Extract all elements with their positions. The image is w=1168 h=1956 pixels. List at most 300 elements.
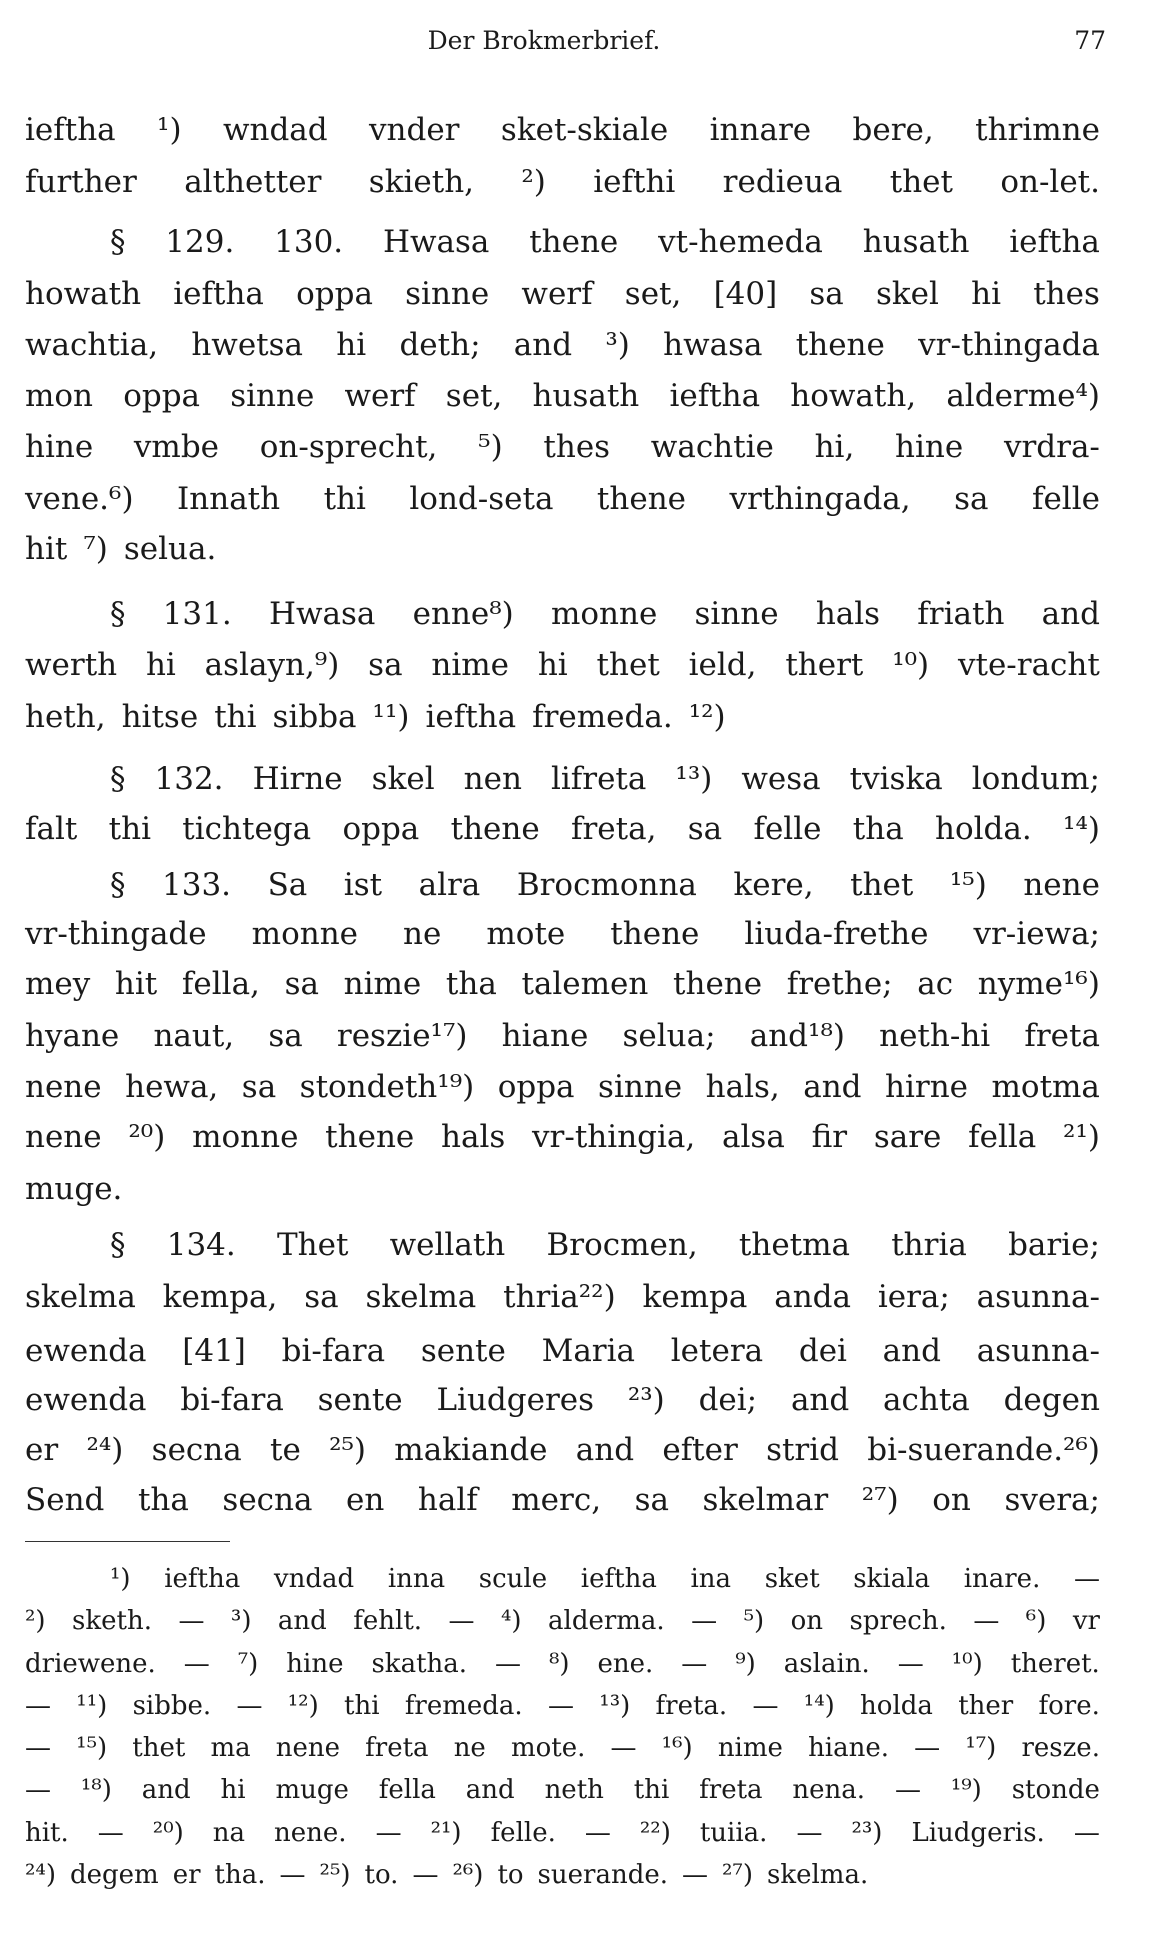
word: hiane. xyxy=(808,1733,890,1763)
word: vr xyxy=(1072,1606,1100,1636)
word: asunna- xyxy=(976,1279,1100,1315)
word: heth, xyxy=(25,699,106,735)
word: hine xyxy=(25,429,94,465)
word: efter xyxy=(662,1432,738,1468)
word: scule xyxy=(478,1564,548,1594)
word: vte-racht xyxy=(957,647,1100,683)
body-line xyxy=(110,759,1100,799)
body-line xyxy=(25,1016,1100,1056)
word: ³) xyxy=(230,1606,252,1636)
word: Innath xyxy=(177,481,281,517)
word: fella xyxy=(378,1775,436,1805)
word: — xyxy=(495,1649,521,1679)
body-line xyxy=(25,325,1100,365)
word: kere, xyxy=(733,867,814,903)
word: hitse xyxy=(121,699,199,735)
word: felle. xyxy=(490,1818,556,1848)
word: sinne xyxy=(694,596,779,632)
word: — xyxy=(796,1818,823,1848)
word: fremeda. xyxy=(532,699,673,735)
word: ⁶) xyxy=(1025,1606,1047,1636)
word: kempa xyxy=(642,1279,748,1315)
word: ²²) xyxy=(639,1818,671,1848)
word: 130. xyxy=(274,224,344,260)
word: Sa xyxy=(267,867,308,903)
word: Hwasa xyxy=(268,596,376,632)
word: fella xyxy=(968,1119,1037,1155)
word: ⁵) xyxy=(743,1606,765,1636)
word: fore. xyxy=(1038,1691,1100,1721)
word: ¹³) xyxy=(675,761,713,797)
word: skiala xyxy=(853,1564,931,1594)
word: on xyxy=(790,1606,824,1636)
word: sa xyxy=(634,1482,669,1518)
word: nen xyxy=(463,761,522,797)
word: ⁹) xyxy=(735,1649,756,1679)
word: thi xyxy=(633,1775,670,1805)
word: [41] xyxy=(182,1333,246,1369)
word: ewenda xyxy=(25,1333,147,1369)
word: werf xyxy=(521,276,593,312)
word: thet xyxy=(889,164,953,200)
word: ¹) xyxy=(110,1564,131,1594)
word: resze. xyxy=(1021,1733,1100,1763)
word: hals xyxy=(441,1119,506,1155)
word: er xyxy=(172,1860,201,1890)
word: sente xyxy=(317,1382,403,1418)
word: freta xyxy=(1024,1018,1100,1054)
word: § xyxy=(110,867,126,903)
word: on xyxy=(932,1482,971,1518)
word: nime xyxy=(717,1733,783,1763)
word: hit xyxy=(25,531,68,567)
word: holda. xyxy=(935,811,1032,847)
word: achta xyxy=(883,1382,970,1418)
word: er xyxy=(25,1432,59,1468)
word: na xyxy=(212,1818,246,1848)
word: — xyxy=(25,1691,51,1721)
word: secna xyxy=(151,1432,242,1468)
word: 129. xyxy=(165,224,235,260)
word: ⁷) xyxy=(237,1649,259,1679)
word: tuiia. xyxy=(699,1818,768,1848)
word: fremeda. xyxy=(404,1691,523,1721)
word: sket xyxy=(764,1564,820,1594)
word: — xyxy=(682,1860,708,1890)
word: oppa xyxy=(497,1069,575,1105)
word: ieftha xyxy=(1009,224,1100,260)
word: liuda-frethe xyxy=(744,916,929,952)
word: talemen xyxy=(521,966,649,1002)
word: hiane xyxy=(501,1018,589,1054)
word: thi xyxy=(108,811,151,847)
body-line xyxy=(25,274,1100,314)
word: — xyxy=(610,1733,637,1763)
word: alderma. xyxy=(548,1606,665,1636)
word: ²¹) xyxy=(430,1818,462,1848)
word: thrimne xyxy=(975,112,1100,148)
word: motma xyxy=(991,1069,1100,1105)
word: set, xyxy=(624,276,682,312)
word: lifreta xyxy=(550,761,647,797)
word: ¹⁵) xyxy=(949,867,987,903)
word: thria²²) xyxy=(503,1279,616,1315)
word: hi xyxy=(537,647,568,683)
word: — xyxy=(448,1606,475,1636)
word: svera; xyxy=(1004,1482,1100,1518)
word: degen xyxy=(1003,1382,1100,1418)
body-line xyxy=(25,1117,1100,1157)
word: § xyxy=(110,224,126,260)
word: alra xyxy=(418,867,481,903)
word: oppa xyxy=(123,378,201,414)
word: driewene. xyxy=(25,1649,156,1679)
word: mey xyxy=(25,966,91,1002)
word: nime xyxy=(431,647,509,683)
word: — xyxy=(97,1818,124,1848)
word: nena. xyxy=(792,1775,866,1805)
word: § xyxy=(110,596,126,632)
word: friath xyxy=(917,596,1005,632)
word: 132. xyxy=(154,761,224,797)
word: thene xyxy=(450,811,540,847)
word: ²) xyxy=(25,1606,46,1636)
word: set, xyxy=(445,378,503,414)
word: secna xyxy=(222,1482,313,1518)
word: redieua xyxy=(722,164,843,200)
footnote-line xyxy=(25,1731,1100,1765)
word: sare xyxy=(873,1119,942,1155)
word: muge xyxy=(275,1775,349,1805)
footnote-line xyxy=(25,1858,1100,1892)
word: neth-hi xyxy=(879,1018,991,1054)
word: thi xyxy=(323,481,366,517)
word: sibbe. xyxy=(132,1691,212,1721)
word: londum; xyxy=(971,761,1100,797)
word: ina xyxy=(690,1564,732,1594)
word: 131. xyxy=(162,596,232,632)
word: wachtia, xyxy=(25,327,159,363)
word: Hirne xyxy=(252,761,343,797)
word: hine xyxy=(286,1649,344,1679)
word: hit xyxy=(114,966,158,1002)
word: degem xyxy=(70,1860,159,1890)
word: ²⁴) xyxy=(25,1860,56,1890)
body-line xyxy=(110,594,1100,634)
word: mote xyxy=(486,916,566,952)
word: — xyxy=(1074,1564,1100,1594)
word: alderme⁴) xyxy=(946,378,1100,414)
word: holda xyxy=(860,1691,933,1721)
word: ¹⁰) xyxy=(892,647,930,683)
word: ieftha xyxy=(173,276,264,312)
body-line xyxy=(25,1169,1100,1209)
word: fehlt. xyxy=(353,1606,423,1636)
footnote-line xyxy=(110,1562,1100,1596)
word: ac xyxy=(917,966,954,1002)
word: ²⁰) xyxy=(128,1119,166,1155)
body-line xyxy=(25,1480,1100,1520)
word: nene xyxy=(275,1733,341,1763)
word: skelma xyxy=(25,1279,136,1315)
word: wellath xyxy=(389,1227,506,1263)
word: selua; xyxy=(622,1018,716,1054)
word: inna xyxy=(387,1564,446,1594)
word: ne xyxy=(453,1733,486,1763)
word: — xyxy=(691,1606,718,1636)
word: — xyxy=(178,1606,205,1636)
word: tha xyxy=(445,966,497,1002)
word: howath, xyxy=(790,378,917,414)
word: ¹²) xyxy=(287,1691,319,1721)
word: bere, xyxy=(852,112,934,148)
word: ²⁷) xyxy=(861,1482,899,1518)
word: sketh. xyxy=(72,1606,152,1636)
word: hi xyxy=(220,1775,246,1805)
word: vr-iewa; xyxy=(973,916,1100,952)
word: ²⁶) xyxy=(452,1860,484,1890)
word: iera; xyxy=(877,1279,950,1315)
word: sibba xyxy=(272,699,357,735)
word: wesa xyxy=(741,761,821,797)
word: and xyxy=(803,1069,862,1105)
word: ²⁵) xyxy=(329,1432,367,1468)
word: deth; xyxy=(399,327,481,363)
body-line xyxy=(25,1331,1100,1371)
word: oppa xyxy=(342,811,420,847)
word: vrthingada, xyxy=(729,481,911,517)
word: vene.⁶) xyxy=(25,481,134,517)
body-line xyxy=(110,865,1100,905)
word: enne⁸) xyxy=(412,596,514,632)
word: nene xyxy=(25,1069,102,1105)
word: skelmar xyxy=(702,1482,829,1518)
word: vt-hemeda xyxy=(658,224,823,260)
word: dei; xyxy=(698,1382,758,1418)
body-line xyxy=(25,697,1100,737)
word: sa xyxy=(809,276,844,312)
word: thene xyxy=(596,481,687,517)
word: and xyxy=(1041,596,1100,632)
word: sa xyxy=(368,647,403,683)
word: iefthi xyxy=(593,164,676,200)
word: ²¹) xyxy=(1063,1119,1100,1155)
word: reszie¹⁷) xyxy=(336,1018,468,1054)
footnote-line xyxy=(25,1816,1100,1850)
word: ¹³) xyxy=(599,1691,631,1721)
word: ⁵) xyxy=(478,429,503,465)
word: sinne xyxy=(230,378,315,414)
word: ieftha xyxy=(669,378,761,414)
word: nene. xyxy=(274,1818,347,1848)
word: ¹⁰) xyxy=(951,1649,983,1679)
word: thes xyxy=(543,429,611,465)
word: and¹⁸) xyxy=(749,1018,845,1054)
word: freta xyxy=(365,1733,429,1763)
word: tha xyxy=(852,811,904,847)
word: ene. xyxy=(597,1649,654,1679)
word: wndad xyxy=(222,112,328,148)
word: — xyxy=(894,1775,921,1805)
word: bi-fara xyxy=(281,1333,386,1369)
word: fella, xyxy=(181,966,260,1002)
word: thria xyxy=(891,1227,967,1263)
word: and xyxy=(277,1606,327,1636)
word: — xyxy=(279,1860,306,1890)
word: thes xyxy=(1033,276,1100,312)
word: alsa xyxy=(722,1119,785,1155)
word: — xyxy=(236,1691,263,1721)
word: oppa xyxy=(296,276,373,312)
word: barie; xyxy=(1008,1227,1100,1263)
body-line xyxy=(25,1277,1100,1317)
word: ¹²) xyxy=(688,699,726,735)
footnote-line xyxy=(25,1647,1100,1681)
word: thi xyxy=(344,1691,380,1721)
word: — xyxy=(681,1649,708,1679)
word: freta. xyxy=(655,1691,728,1721)
word: aslain. xyxy=(783,1649,870,1679)
word: — xyxy=(183,1649,210,1679)
word: hals xyxy=(815,596,881,632)
word: stonde xyxy=(1011,1775,1100,1805)
word: vr-thingada xyxy=(918,327,1100,363)
word: skelma xyxy=(365,1279,477,1315)
word: hals, xyxy=(705,1069,780,1105)
word: thene xyxy=(673,966,763,1002)
word: Brocmonna xyxy=(516,867,697,903)
body-line xyxy=(25,809,1100,849)
word: ieftha xyxy=(425,699,517,735)
word: anda xyxy=(774,1279,851,1315)
word: — xyxy=(25,1733,51,1763)
word: ¹¹) xyxy=(372,699,410,735)
word: sa xyxy=(304,1279,339,1315)
word: ¹⁴) xyxy=(1063,811,1100,847)
word: hine xyxy=(895,429,964,465)
body-line xyxy=(25,645,1100,685)
word: felle xyxy=(753,811,822,847)
body-line xyxy=(110,1225,1100,1265)
word: § xyxy=(110,1227,126,1263)
word: ⁴) xyxy=(500,1606,522,1636)
word: theret. xyxy=(1010,1649,1100,1679)
word: monne xyxy=(192,1119,299,1155)
word: ist xyxy=(343,867,383,903)
word: and xyxy=(513,327,573,363)
word: skieth, xyxy=(368,164,475,200)
word: wachtie xyxy=(650,429,774,465)
word: ¹⁶) xyxy=(661,1733,693,1763)
word: skel xyxy=(371,761,435,797)
word: thet xyxy=(850,867,914,903)
word: nene xyxy=(1023,867,1100,903)
word: thert xyxy=(785,647,864,683)
word: — xyxy=(375,1818,402,1848)
word: ²³) xyxy=(627,1382,665,1418)
body-line xyxy=(25,964,1100,1004)
word: kempa, xyxy=(162,1279,278,1315)
word: — xyxy=(547,1691,574,1721)
word: — xyxy=(1073,1818,1100,1848)
word: sa xyxy=(687,811,723,847)
word: althetter xyxy=(184,164,322,200)
word: thene xyxy=(610,916,700,952)
body-line xyxy=(25,1380,1100,1420)
word: tviska xyxy=(849,761,943,797)
footnote-line xyxy=(25,1773,1100,1807)
word: ewenda xyxy=(25,1382,147,1418)
word: hwasa xyxy=(663,327,763,363)
word: inare. xyxy=(963,1564,1041,1594)
word: ²) xyxy=(521,164,546,200)
word: and xyxy=(141,1775,191,1805)
word: further xyxy=(25,164,137,200)
word: vmbe xyxy=(133,429,220,465)
word: innare xyxy=(709,112,812,148)
word: merc, xyxy=(511,1482,602,1518)
word: ²⁰) xyxy=(152,1818,184,1848)
word: and xyxy=(882,1333,941,1369)
word: ²⁴) xyxy=(86,1432,124,1468)
body-line xyxy=(25,529,1100,569)
word: hirne xyxy=(885,1069,969,1105)
word: to. xyxy=(364,1860,399,1890)
word: tha. xyxy=(214,1860,266,1890)
word: vr-thingia, xyxy=(532,1119,696,1155)
word: asunna- xyxy=(976,1333,1100,1369)
footnote-divider xyxy=(25,1541,230,1542)
word: sa xyxy=(241,1069,277,1105)
word: lond-seta xyxy=(409,481,554,517)
word: Liudgeris. xyxy=(911,1818,1045,1848)
word: ma xyxy=(210,1733,251,1763)
word: — xyxy=(584,1818,611,1848)
word: Hwasa xyxy=(382,224,490,260)
word: neth xyxy=(544,1775,604,1805)
word: thet xyxy=(596,647,660,683)
footnote-line xyxy=(25,1604,1100,1638)
body-line xyxy=(25,914,1100,954)
word: sinne xyxy=(405,276,490,312)
word: hi xyxy=(145,647,176,683)
word: sente xyxy=(420,1333,506,1369)
word: ¹) xyxy=(157,112,182,148)
word: makiande xyxy=(394,1432,548,1468)
word: nene xyxy=(25,1119,102,1155)
word: nyme¹⁶) xyxy=(977,966,1100,1002)
word: ther xyxy=(958,1691,1014,1721)
word: bi-fara xyxy=(180,1382,284,1418)
word: Brocmen, xyxy=(546,1227,698,1263)
word: sinne xyxy=(598,1069,683,1105)
body-line xyxy=(25,479,1100,519)
word: thi xyxy=(214,699,257,735)
word: vr-thingade xyxy=(25,916,207,952)
word: ield, xyxy=(688,647,757,683)
word: ²³) xyxy=(851,1818,883,1848)
word: skatha. xyxy=(371,1649,468,1679)
word: thene xyxy=(325,1119,415,1155)
word: thene xyxy=(529,224,619,260)
page-number: 77 xyxy=(1074,26,1106,55)
word: 133. xyxy=(162,867,232,903)
word: falt xyxy=(25,811,78,847)
word: on-sprecht, xyxy=(259,429,438,465)
word: — xyxy=(914,1733,941,1763)
body-line xyxy=(25,1430,1100,1470)
word: — xyxy=(412,1860,439,1890)
